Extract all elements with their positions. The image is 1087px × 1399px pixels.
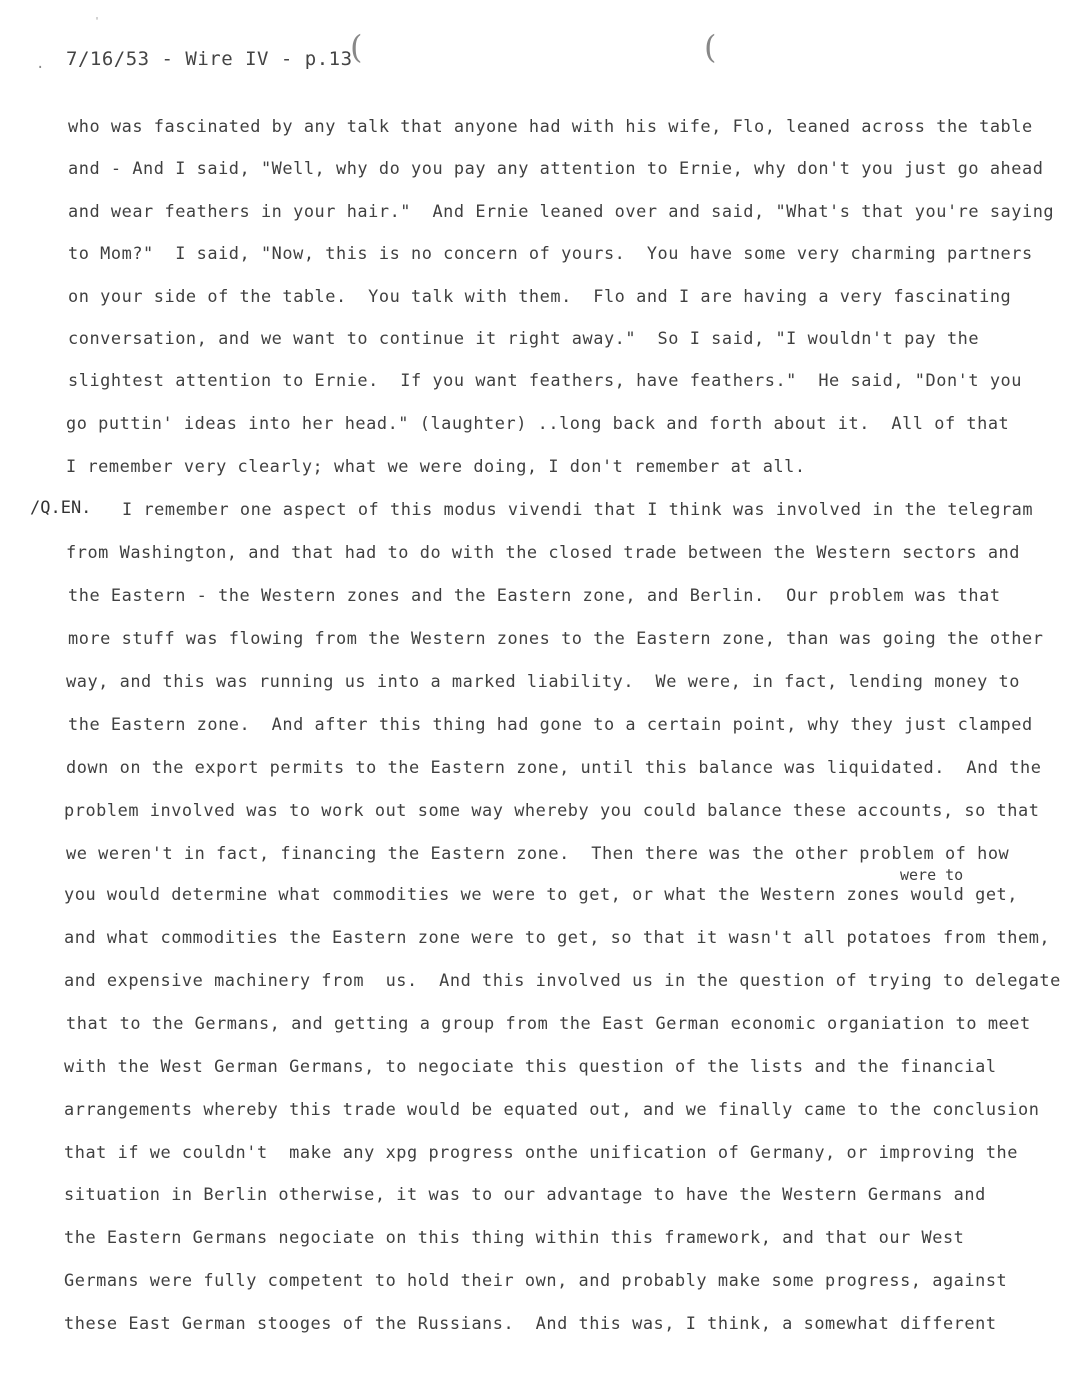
text-line: from Washington, and that had to do with the closed trade between the Western sectors and <box>66 542 1020 562</box>
text-line: I remember very clearly; what we were doing, I don't remember at all. <box>66 456 806 476</box>
page-header: 7/16/53 - Wire IV - p.13 <box>66 48 353 70</box>
text-line: the Eastern Germans negociate on this thing within this framework, and that our West <box>64 1227 965 1247</box>
text-line: and what commodities the Eastern zone were to get, so that it wasn't all potatoes from them, <box>64 927 1051 947</box>
stray-mark: . <box>36 56 45 72</box>
speaker-mark: /Q.EN. <box>30 498 92 518</box>
text-line: go puttin' ideas into her head." (laughter) ..long back and forth about it. All of that <box>66 413 1010 433</box>
text-line: who was fascinated by any talk that anyone had with his wife, Flo, leaned across the table <box>68 116 1033 136</box>
text-line: that to the Germans, and getting a group from the East German economic organiation to meet <box>66 1013 1031 1033</box>
text-line: I remember one aspect of this modus vivendi that I think was involved in the telegram <box>122 499 1034 519</box>
text-line: the Eastern zone. And after this thing had gone to a certain point, why they just clamped <box>68 714 1033 734</box>
text-line: the Eastern - the Western zones and the Eastern zone, and Berlin. Our problem was that <box>68 585 1001 605</box>
hole-punch-mark: ( <box>350 28 363 66</box>
hole-punch-mark: ( <box>704 28 717 66</box>
text-line: and - And I said, "Well, why do you pay any attention to Ernie, why don't you just go ahead <box>68 158 1044 178</box>
interlinear-insert: were to <box>900 866 964 884</box>
text-line: and wear feathers in your hair." And Ernie leaned over and said, "What's that you're saying <box>68 201 1055 221</box>
text-line: arrangements whereby this trade would be equated out, and we finally came to the conclusion <box>64 1099 1040 1119</box>
text-line: we weren't in fact, financing the Eastern zone. Then there was the other problem of how <box>66 843 1010 863</box>
text-line: conversation, and we want to continue it right away." So I said, "I wouldn't pay the <box>68 328 980 348</box>
text-line: and expensive machinery from us. And this involved us in the question of trying to delegate <box>64 970 1061 990</box>
text-line: you would determine what commodities we were to get, or what the Western zones would get, <box>64 884 1018 904</box>
text-line: with the West German Germans, to negociate this question of the lists and the financial <box>64 1056 997 1076</box>
text-line: on your side of the table. You talk with them. Flo and I are having a very fascinating <box>68 286 1012 306</box>
text-line: to Mom?" I said, "Now, this is no concern of yours. You have some very charming partners <box>68 243 1033 263</box>
text-line: these East German stooges of the Russians. And this was, I think, a somewhat different <box>64 1313 997 1333</box>
text-line: down on the export permits to the Eastern zone, until this balance was liquidated. And the <box>66 757 1042 777</box>
text-line: that if we couldn't make any xpg progress onthe unification of Germany, or improving the <box>64 1142 1018 1162</box>
text-line: situation in Berlin otherwise, it was to our advantage to have the Western Germans and <box>64 1184 986 1204</box>
text-line: Germans were fully competent to hold their own, and probably make some progress, against <box>64 1270 1008 1290</box>
text-line: problem involved was to work out some way whereby you could balance these accounts, so that <box>64 800 1040 820</box>
stray-mark: ' <box>94 16 101 27</box>
text-line: more stuff was flowing from the Western zones to the Eastern zone, than was going the other <box>68 628 1044 648</box>
text-line: slightest attention to Ernie. If you want feathers, have feathers." He said, "Don't you <box>68 370 1022 390</box>
text-line: way, and this was running us into a marked liability. We were, in fact, lending money to <box>66 671 1020 691</box>
